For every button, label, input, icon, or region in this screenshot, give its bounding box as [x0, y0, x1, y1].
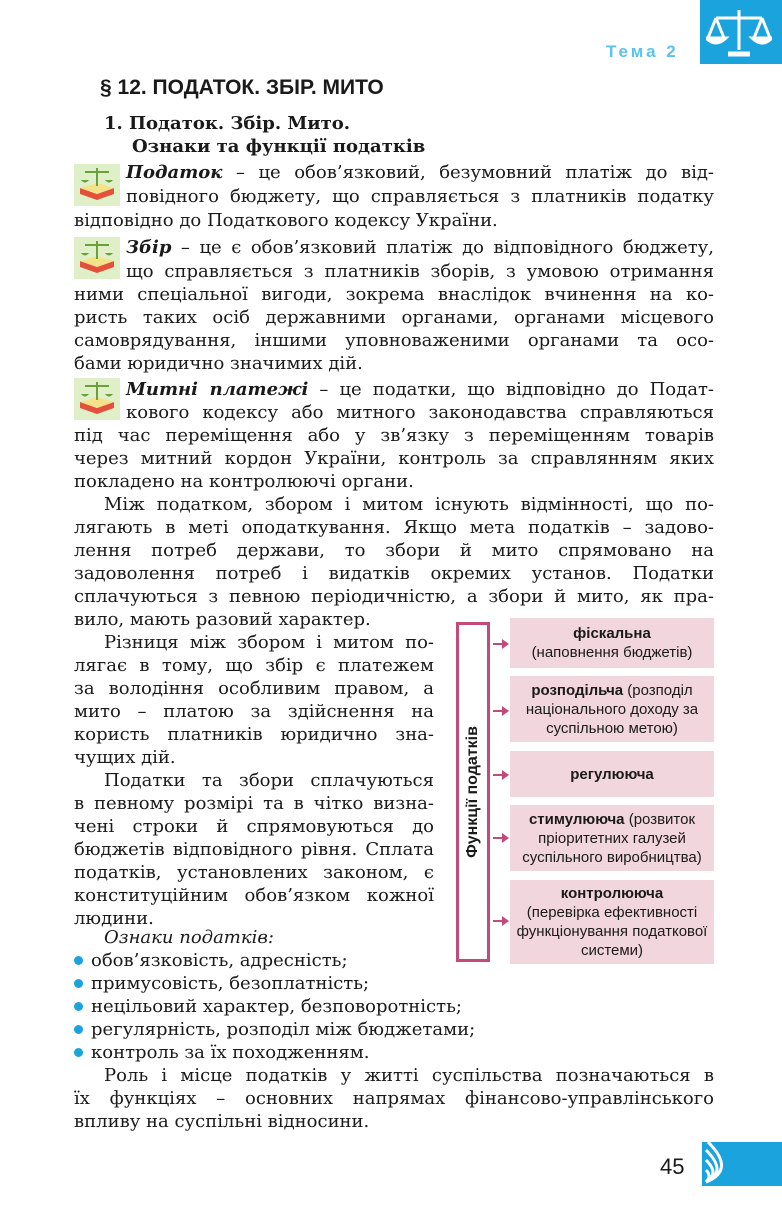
- list-item: нецільовий характер, безповоротність;: [62, 995, 462, 1019]
- paragraph-payment-line-3: чені строки й спрямовуються до: [74, 816, 434, 837]
- definition-customs-line-4: через митний кордон України, контроль за справлянням яких: [74, 448, 714, 469]
- bullet-icon: [74, 1002, 83, 1011]
- paragraph-role-line-1: Роль і місце податків у житті суспільства позначаються в: [104, 1065, 714, 1086]
- definition-tax-line-1: Податок – це обов’язковий, безумовний платіж до від-: [126, 162, 714, 183]
- definition-tax-line-2: повідного бюджету, що справляється з платників податку: [126, 186, 714, 207]
- paragraph-differences-line-3: лення потреб держави, то збори й мито спрямовано на: [74, 540, 714, 561]
- definition-fee-line-4: ристь таких осіб державними органами, органами місцевого: [74, 307, 714, 328]
- bullet-icon: [74, 1048, 83, 1057]
- function-box-control: [510, 880, 714, 964]
- paragraph-payment-line-4: бюджетів відповідного рівня. Сплата: [74, 839, 434, 860]
- signs-heading: Ознаки податків:: [104, 927, 274, 948]
- footer-tab: [702, 1142, 782, 1186]
- arrow: [493, 920, 507, 922]
- definition-customs-line-5: покладено на контролюючі органи.: [74, 471, 414, 492]
- paragraph-fee-vs-duty-line-2: лягає в тому, що збір є платежем: [74, 655, 434, 676]
- function-name: фіскальна: [573, 625, 651, 642]
- paragraph-fee-vs-duty-line-6: чущих дій.: [74, 747, 176, 768]
- list-item: контроль за їх походженням.: [62, 1041, 369, 1065]
- bullet-icon: [74, 956, 83, 965]
- book-scales-icon: [74, 237, 120, 279]
- subsection-title-1: 1. Податок. Збір. Мито.: [104, 113, 351, 134]
- paragraph-differences-line-1: Між податком, збором і митом існують відмінності, що по-: [104, 494, 714, 515]
- paragraph-fee-vs-duty-line-4: мито – платою за здійснення на: [74, 701, 434, 722]
- definition-fee-line-5: самоврядування, іншими уповноваженими органами та осо-: [74, 330, 714, 351]
- paragraph-payment-line-6: конституційним обов’язком кожної: [74, 885, 434, 906]
- theme-tab: [700, 0, 782, 64]
- arrow: [493, 710, 507, 712]
- function-box-regulatory: [510, 751, 714, 797]
- paragraph-role-line-3: впливу на суспільні відносини.: [74, 1111, 370, 1132]
- paragraph-differences-line-4: задоволення потреб і видатків окремих установ. Податки: [74, 563, 714, 584]
- function-box-fiscal: [510, 618, 714, 668]
- definition-tax-line-3: відповідно до Податкового кодексу України.: [74, 210, 498, 231]
- theme-label: Тема 2: [606, 42, 679, 61]
- definition-term: Митні платежі: [126, 379, 309, 400]
- book-scales-icon: [74, 378, 120, 420]
- definition-term: Податок: [126, 162, 223, 183]
- bullet-icon: [74, 1025, 83, 1034]
- arrow: [493, 837, 507, 839]
- scales-of-justice-icon: [706, 4, 772, 60]
- function-description: (розвиток пріоритетних галузей суспільного виробництва): [522, 810, 702, 866]
- bullet-icon: [74, 979, 83, 988]
- list-item: примусовість, безоплатність;: [62, 972, 369, 996]
- paragraph-differences-line-6: вило, мають разовий характер.: [74, 609, 371, 630]
- diagram-vertical-label: Функції податків: [464, 726, 481, 858]
- paragraph-payment-line-1: Податки та збори сплачуються: [104, 770, 434, 791]
- paragraph-differences-line-2: лягають в меті оподаткування. Якщо мета податків – задово-: [74, 517, 714, 538]
- signal-waves-icon: [702, 1142, 782, 1186]
- definition-term: Збір: [126, 237, 172, 258]
- paragraph-fee-vs-duty-line-5: користь платників юридично зна-: [74, 724, 434, 745]
- paragraph-fee-vs-duty-line-1: Різниця між збором і митом по-: [104, 632, 434, 653]
- function-box-distributive: [510, 676, 714, 742]
- definition-customs-line-2: кового кодексу або митного законодавства справляються: [126, 402, 714, 423]
- book-scales-icon: [74, 164, 120, 206]
- paragraph-payment-line-7: людини.: [74, 908, 154, 929]
- definition-customs-line-1: Митні платежі – це податки, що відповідно до Подат-: [126, 379, 714, 400]
- function-description: (наповнення бюджетів): [531, 644, 693, 661]
- definition-fee-line-3: ними спеціальної вигоди, зокрема внаслідок вчинення на ко-: [74, 284, 714, 305]
- function-name: розподільча: [531, 681, 624, 699]
- arrow: [493, 643, 507, 645]
- definition-customs-line-3: під час переміщення або у зв’язку з переміщенням товарів: [74, 425, 714, 446]
- function-name: контролююча: [560, 885, 664, 902]
- function-name: стимулююча: [528, 810, 625, 828]
- definition-fee-line-1: Збір – це є обов’язковий платіж до відповідного бюджету,: [126, 237, 714, 258]
- paragraph-payment-line-5: податків, установлених законом, є: [74, 862, 434, 883]
- function-description: (перевірка ефективності функціонування податкової системи): [516, 904, 708, 959]
- function-name: регулююча: [570, 765, 654, 783]
- function-description: (розподіл національного доходу за суспільною метою): [525, 681, 699, 737]
- paragraph-differences-line-5: сплачуються з певною періодичністю, а збори й мито, як пра-: [74, 586, 714, 607]
- paragraph-payment-line-2: в певному розмірі та в чітко визна-: [74, 793, 434, 814]
- section-title: § 12. ПОДАТОК. ЗБІР. МИТО: [100, 76, 384, 99]
- arrow: [493, 774, 507, 776]
- definition-fee-line-2: що справляється з платників зборів, з умовою отримання: [126, 261, 714, 282]
- list-item: обов’язковість, адресність;: [62, 949, 348, 973]
- paragraph-fee-vs-duty-line-3: за володіння особливим правом, а: [74, 678, 434, 699]
- definition-fee-line-6: бами юридично значимих дій.: [74, 353, 363, 374]
- subsection-title-2: Ознаки та функції податків: [132, 136, 426, 157]
- paragraph-role-line-2: їх функціях – основних напрямах фінансово-управлінського: [74, 1088, 714, 1109]
- page-number: 45: [660, 1154, 685, 1179]
- function-box-stimulating: [510, 805, 714, 871]
- list-item: регулярність, розподіл між бюджетами;: [62, 1018, 475, 1042]
